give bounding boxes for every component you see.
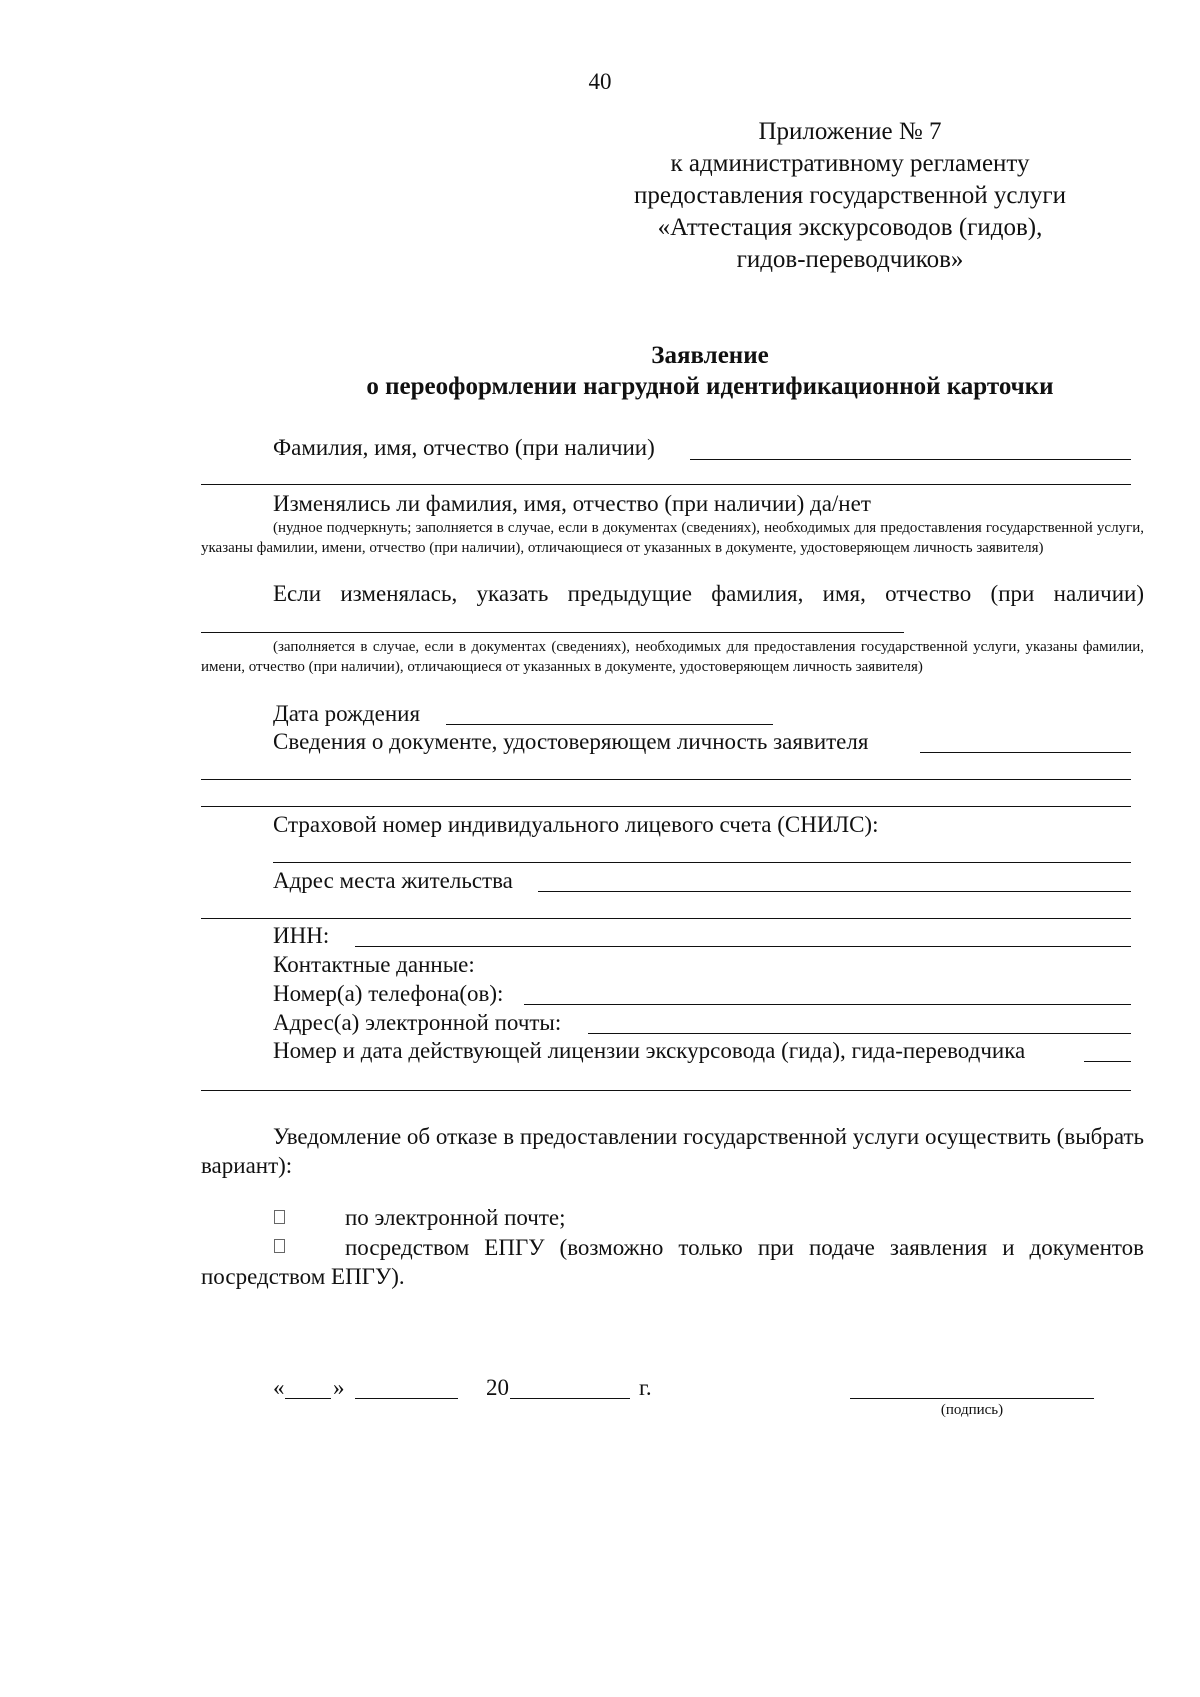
title-line-2: о переоформлении нагрудной идентификационной карточки bbox=[366, 373, 1054, 400]
id-doc-input-line[interactable] bbox=[920, 752, 1131, 753]
date-year-prefix: 20 bbox=[486, 1375, 509, 1400]
epgu-option-label: посредством ЕПГУ (возможно только при подаче заявления и документов посредством ЕПГУ). bbox=[201, 1235, 1144, 1289]
notification-text: Уведомление об отказе в предоставлении государственной услуги осуществить (выбрать вариант): bbox=[201, 1124, 1144, 1178]
date-year-suffix: г. bbox=[639, 1375, 652, 1400]
email-label: Адрес(а) электронной почты: bbox=[273, 1010, 562, 1035]
date-month-line[interactable] bbox=[355, 1398, 458, 1399]
title-line-1: Заявление bbox=[651, 342, 769, 369]
license-label: Номер и дата действующей лицензии экскурсовода (гида), гида-переводчика bbox=[273, 1038, 1026, 1063]
prev-fio-label: Если изменялась, указать предыдущие фамилия, имя, отчество (при наличии) bbox=[273, 581, 1144, 606]
date-day-line[interactable] bbox=[285, 1398, 331, 1399]
email-option-label: по электронной почте; bbox=[345, 1205, 566, 1230]
snils-label: Страховой номер индивидуального лицевого счета (СНИЛС): bbox=[273, 812, 879, 837]
fio-changed-label: Изменялись ли фамилия, имя, отчество (при наличии) да/нет bbox=[273, 491, 871, 516]
id-doc-input-line-3[interactable] bbox=[201, 806, 1131, 807]
appendix-line-1: Приложение № 7 bbox=[758, 118, 942, 145]
address-input-line[interactable] bbox=[538, 891, 1131, 892]
fio-input-line[interactable] bbox=[690, 459, 1131, 460]
appendix-line-3: предоставления государственной услуги bbox=[633, 182, 1067, 209]
date-quote-open: « bbox=[273, 1375, 285, 1400]
address-label: Адрес места жительства bbox=[273, 868, 513, 893]
appendix-line-2: к административному регламенту bbox=[670, 150, 1030, 177]
fio-label: Фамилия, имя, отчество (при наличии) bbox=[273, 435, 655, 460]
email-option-checkbox[interactable] bbox=[274, 1210, 285, 1224]
snils-input-line[interactable] bbox=[273, 862, 1131, 863]
birth-date-label: Дата рождения bbox=[273, 701, 421, 726]
date-quote-close: » bbox=[333, 1375, 345, 1400]
signature-caption: (подпись) bbox=[940, 1402, 1004, 1418]
license-input-line[interactable] bbox=[1084, 1061, 1131, 1062]
prev-fio-note: (заполняется в случае, если в документах (сведениях), необходимых для предоставления государственной услуги, указаны фамилии, имени, отчество (при наличии), отличающиеся от указанных в документе, удостоверяющем личность заявителя) bbox=[201, 639, 1144, 675]
date-year-line[interactable] bbox=[510, 1398, 630, 1399]
address-input-line-2[interactable] bbox=[201, 918, 1131, 919]
inn-input-line[interactable] bbox=[355, 946, 1131, 947]
id-doc-label: Сведения о документе, удостоверяющем личность заявителя bbox=[273, 729, 869, 754]
birth-date-input-line[interactable] bbox=[446, 724, 773, 725]
inn-label: ИНН: bbox=[273, 923, 330, 948]
signature-line[interactable] bbox=[850, 1398, 1094, 1399]
document-title bbox=[300, 340, 1120, 402]
appendix-line-4: «Аттестация экскурсоводов (гидов), bbox=[657, 214, 1043, 241]
phone-input-line[interactable] bbox=[524, 1004, 1131, 1005]
contacts-label: Контактные данные: bbox=[273, 952, 475, 977]
email-input-line[interactable] bbox=[588, 1033, 1131, 1034]
page-number: 40 bbox=[588, 69, 612, 94]
id-doc-input-line-2[interactable] bbox=[201, 779, 1131, 780]
appendix-line-5: гидов-переводчиков» bbox=[736, 246, 964, 273]
phone-label: Номер(а) телефона(ов): bbox=[273, 981, 504, 1006]
fio-changed-note: (нудное подчеркнуть; заполняется в случае, если в документах (сведениях), необходимых для предоставления государственной услуги, указаны фамилии, имени, отчество (при наличии), отличающиеся от указанных в документе, удостоверяющем личность заявителя) bbox=[201, 520, 1144, 556]
fio-input-line-2[interactable] bbox=[201, 484, 1131, 485]
license-input-line-2[interactable] bbox=[201, 1090, 1131, 1091]
prev-fio-input-line[interactable] bbox=[201, 632, 904, 633]
appendix-header bbox=[610, 116, 1090, 276]
